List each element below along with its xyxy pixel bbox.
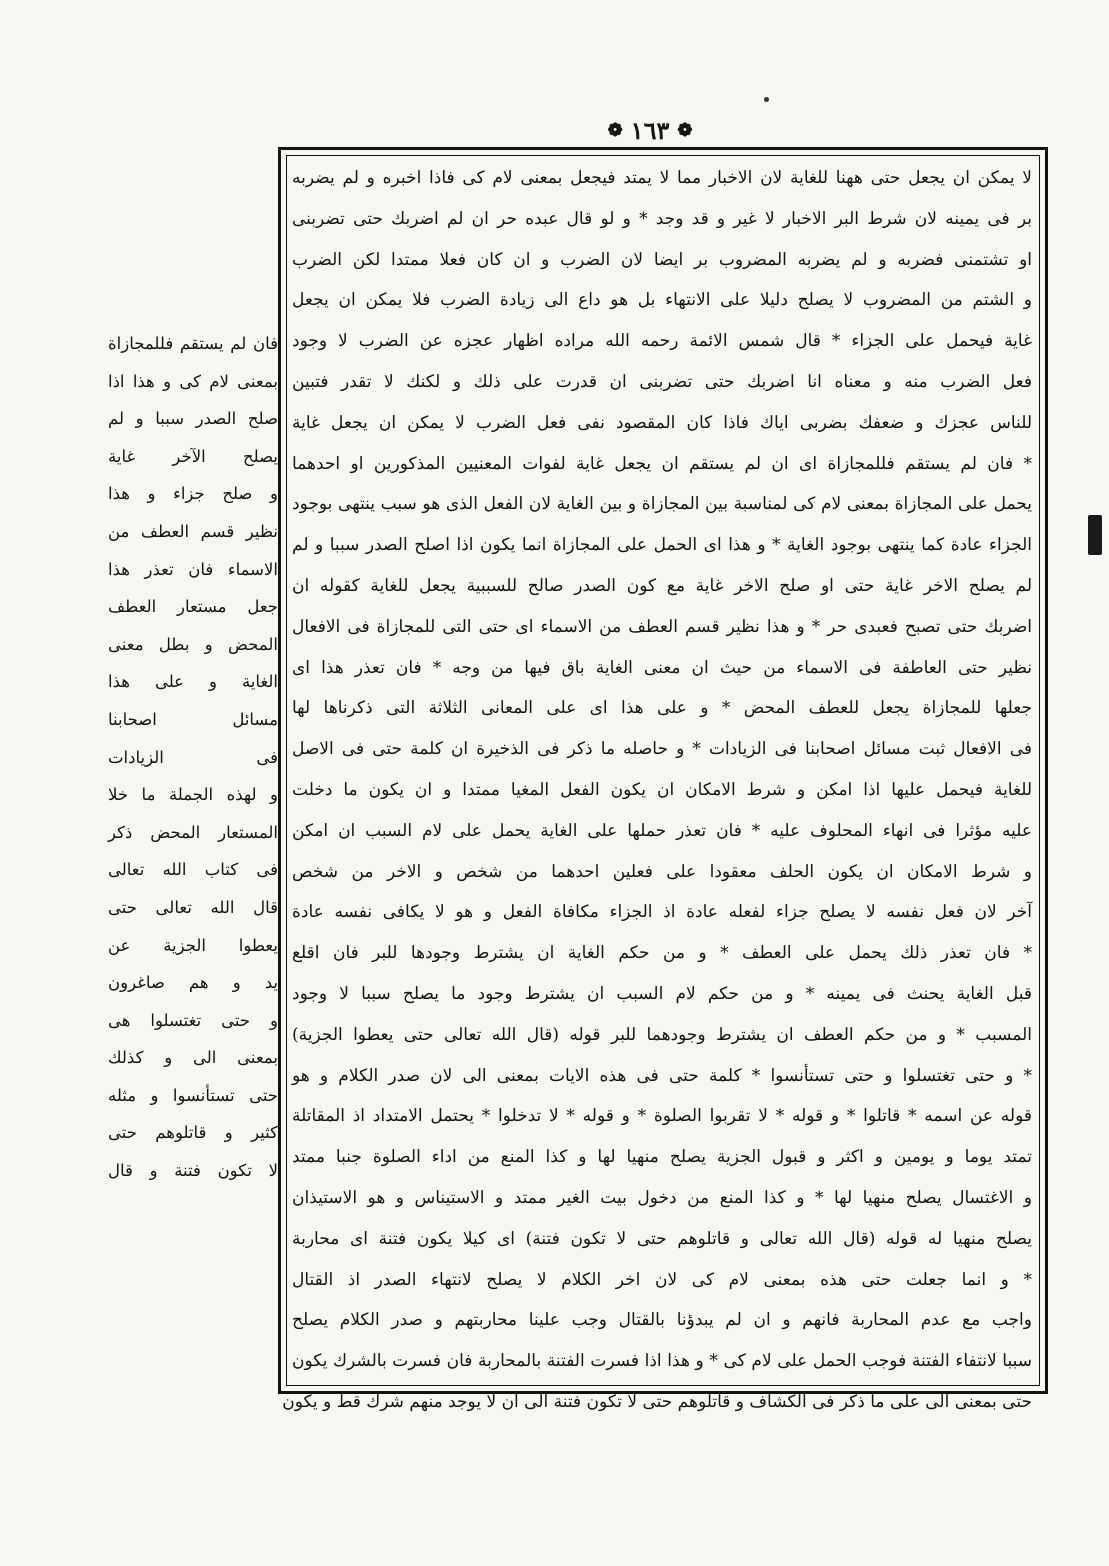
margin-line: المحض و بطل معنى [108,634,278,654]
margin-line: فان لم يستقم فللمجازاة [108,334,278,353]
ornament-icon: ❁ [677,119,693,141]
text-line: و الشتم من المضروب لا يصلح دليلا على الانتهاء بل هو داع الى زيادة الضرب فلا يمكن ان يجعل [292,290,1032,311]
text-line: * و حتى تغتسلوا و حتى تستأنسوا * كلمة حتى فى هذه الايات بمعنى الى لان صدر الكلام و هو [292,1065,1032,1086]
margin-line: يد و هم صاغرون [108,973,278,993]
margin-commentary [108,325,278,1275]
margin-line: الاسماء فان تعذر هذا [108,559,278,579]
margin-line: بمعنى الى و كذلك [108,1048,278,1068]
text-line: سببا لانتفاء الفتنة فوجب الحمل على لام كى * و هذا اذا فسرت الفتنة بالمحاربة فان فسرت بالشرك يكون [292,1351,1032,1372]
text-line: يصلح منهيا له قوله (قال الله تعالى و قاتلوهم حتى لا تكون فتنة) اى كيلا يكون فتنة اى محاربة [292,1228,1032,1249]
margin-line: لا تكون فتنة و قال [108,1161,278,1181]
margin-line: المستعار المحض ذكر [108,822,278,842]
text-line: * فان تعذر ذلك يحمل على العطف * و من حكم الغاية ان يشترط وجودها للبر فان اقلع [292,943,1032,964]
page-header [575,110,725,150]
text-line: * و انما جعلت حتى هذه بمعنى لام كى لان اخر الكلام لا يصلح لانتهاء الصدر اذ القتال [292,1269,1032,1290]
margin-line: صلح الصدر سببا و لم [108,409,278,429]
text-line: للناس عجزك و ضعفك بضربى اياك فاذا كان المقصود نفى فعل الضرب لا يمكن ان يجعل غاية [292,412,1032,433]
margin-line: بمعنى لام كى و هذا اذا [108,371,278,391]
margin-line: جعل مستعار العطف [108,597,278,617]
margin-line: حتى تستأنسوا و مثله [108,1085,278,1105]
main-text-block [282,158,1036,1412]
margin-line: قال الله تعالى حتى [108,897,278,917]
margin-line: مسائل اصحابنا [108,709,278,729]
margin-line: نظير قسم العطف من [108,521,278,541]
text-line: نظير حتى العاطفة فى الاسماء من حيث ان معنى الغاية باق فيها من وجه * فان تعذر هذا اى [292,657,1032,678]
text-line: واجب مع عدم المحاربة فانهم و ان لم يبدؤنا بالقتال وجب علينا محاربتهم و صدر الكلام يصلح [292,1310,1032,1331]
text-line: فى الافعال ثبت مسائل اصحابنا فى الزيادات * و حاصله ما ذكر فى الذخيرة ان كلمة حتى فى الاصل [292,739,1032,760]
text-line: او تشتمنى فضربه و لم يضربه المضروب بر ايضا لان الضرب و ان كان فعلا ممتدا لكن الضرب [292,249,1032,270]
text-line: * فان لم يستقم فللمجازاة اى ان لم يستقم ان يجعل غاية لفوات المعنيين المذكورين او احدهما [292,453,1032,474]
margin-line: يعطوا الجزية عن [108,935,278,955]
page-edge-mark [1088,515,1102,555]
margin-line: كثير و قاتلوهم حتى [108,1123,278,1143]
text-line: اضربك حتى تصبح فعبدى حر * و هذا نظير قسم العطف من الاسماء اى حتى التى للمجازاة فى الافعال [292,616,1032,637]
text-line: جعلها للمجازاة يجعل للعطف المحض * و على هذا اى على المعانى الثلاثة التى ذكرناها لها [292,698,1032,719]
text-line: لا يمكن ان يجعل حتى ههنا للغاية لان الاخبار مما لا يمتد فيجعل بمعنى لام كى فاذا اخبره و لم يضربه [292,168,1032,188]
margin-line: فى الزيادات [108,747,278,767]
text-line: الجزاء عادة كما ينتهى بوجود الغاية * و هذا اى الحمل على المجازاة انما يكون اذا اصلح الصدر سببا و لم [292,535,1032,556]
text-line: قبل الغاية يحنث فى يمينه * و من حكم لام السبب ان يشترط وجود ما يصلح سببا لا وجود [292,983,1032,1004]
text-line: غاية فيحمل على الجزاء * قال شمس الائمة رحمه الله مراده اظهار عجزه عن الضرب لا وجود [292,331,1032,352]
text-line: تمتد يوما و يومين و اكثر و قبول الجزية يصلح منهيا لها و كذا المنع من اداء الصلوة جنبا ممتد [292,1147,1032,1168]
text-line: آخر لان فعل نفسه لا يصلح جزاء لفعله عادة اذ الجزاء مكافاة الفعل و هو لا يكافى نفسه عادة [292,902,1032,923]
margin-line: يصلح الآخر غاية [108,446,278,466]
margin-line: الغاية و على هذا [108,672,278,692]
text-line: المسبب * و من حكم العطف ان يشترط وجودهما للبر قوله (قال الله تعالى حتى يعطوا الجزية) [292,1024,1032,1045]
margin-line: و لهذه الجملة ما خلا [108,785,278,805]
text-line: لم يصلح الاخر غاية حتى او صلح الاخر غاية مع كون الصدر صالح للسببية يجعل للغاية كقوله ان [292,575,1033,596]
margin-line: فى كتاب الله تعالى [108,860,278,880]
margin-line: و صلح جزاء و هذا [108,484,278,504]
text-line: و الاغتسال يصلح منهيا لها * و كذا المنع من دخول بيت الغير ممتد و الاستيناس و هو الاستيذان [292,1187,1032,1208]
text-line: للغاية فيحمل عليها اذا امكن و شرط الامكان ان يكون الفعل المغيا ممتدا و ان يكون ما دخلت [292,779,1032,800]
text-line: حتى بمعنى الى على ما ذكر فى الكشاف و قاتلوهم حتى لا تكون فتنة الى ان لا يوجد منهم شرك قط و يكون [282,1391,1032,1412]
text-line: قوله عن اسمه * قاتلوا * و قوله * لا تقربوا الصلوة * و قوله * لا تدخلوا * يحتمل الامتداد اذ المقاتلة [292,1106,1032,1127]
text-line: و شرط الامكان ان يكون الحلف معقودا على فعلين احدهما من شخص و الاخر من شخص [292,861,1032,882]
text-line: يحمل على المجازاة بمعنى لام كى لمناسبة بين المجازاة و بين الغاية لان الفعل الذى هو سبب ينتهى بوجود [292,494,1032,515]
text-line: عليه مؤثرا فى انهاء المحلوف عليه * فان تعذر حملها على الغاية يحمل على لام السبب ان امكن [292,820,1032,841]
page-number: ١٦٣ [630,115,670,145]
margin-line: و حتى تغتسلوا هى [108,1010,278,1030]
scan-speck [764,97,769,102]
text-line: بر فى يمينه لان شرط البر الاخبار لا غير و قد وجد * و لو قال عبده حر ان لم اضربك حتى تضربنى [292,208,1032,229]
ornament-icon: ❁ [607,119,623,141]
text-line: فعل الضرب منه و معناه انا اضربك حتى تضربنى ان قدرت على ذلك و لكنك لا تقدر فتبين [292,371,1032,392]
